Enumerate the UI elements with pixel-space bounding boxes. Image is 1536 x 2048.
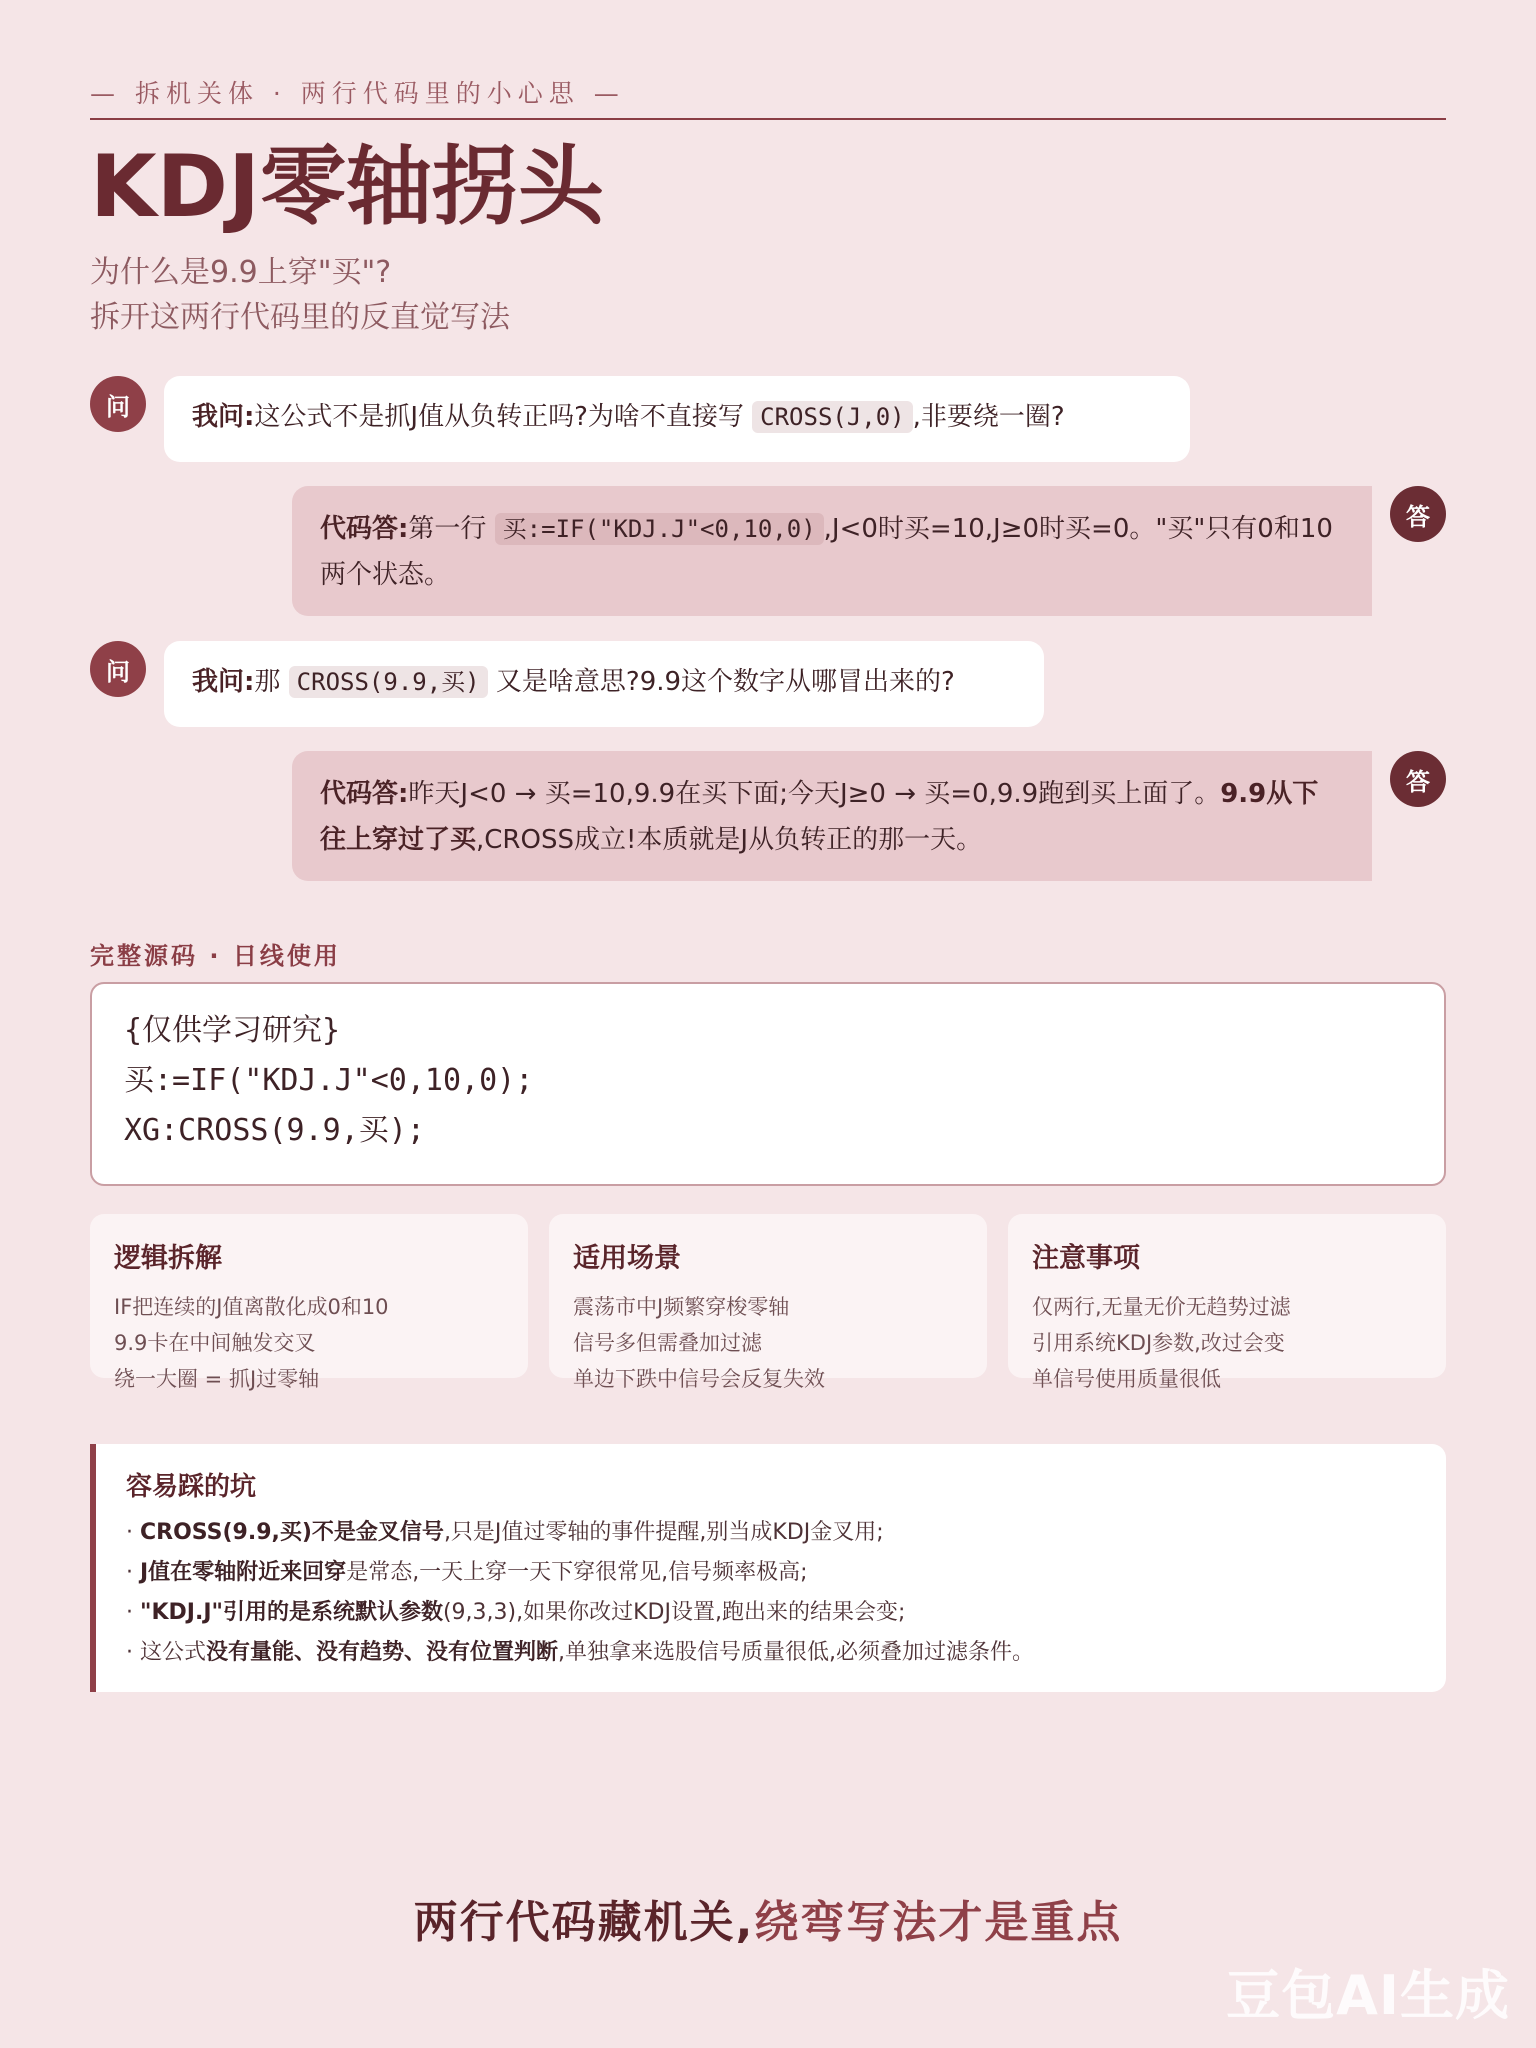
header-kicker: — 拆机关体 · 两行代码里的小心思 — [90, 79, 625, 108]
header-divider [90, 118, 1446, 120]
subtitle-line-2: 拆开这两行代码里的反直觉写法 [90, 300, 510, 335]
code-line: 买:=IF("KDJ.J"<0,10,0); [124, 1063, 534, 1098]
inline-code: 买:=IF("KDJ.J"<0,10,0) [495, 513, 824, 545]
bubble-text: ,CROSS成立!本质就是J从负转正的那一天。 [476, 825, 983, 855]
subtitle-line-1: 为什么是9.9上穿"买"? [90, 255, 392, 290]
card-notes [1008, 1214, 1446, 1391]
page-title: KDJ零轴拐头 [90, 137, 605, 237]
card-title: 适用场景 [573, 1243, 681, 1274]
card-line: 单边下跌中信号会反复失效 [573, 1367, 825, 1391]
card-scenario [549, 1214, 987, 1391]
question-avatar: 问 [90, 376, 146, 432]
bullet: · [126, 1560, 133, 1585]
question-bubble-2 [164, 641, 1044, 727]
watermark: 豆包AI生成 [1226, 1964, 1510, 2027]
bubble-text: 那 [254, 667, 289, 697]
pitfall-emphasis: 没有量能、没有趋势、没有位置判断 [206, 1640, 559, 1665]
answer-avatar: 答 [1390, 751, 1446, 807]
card-title: 逻辑拆解 [114, 1243, 222, 1274]
code-line: XG:CROSS(9.9,买); [124, 1113, 425, 1148]
pitfall-item [126, 1553, 1416, 1593]
card-title: 注意事项 [1032, 1243, 1140, 1274]
pitfall-text: ,单独拿来选股信号质量很低,必须叠加过滤条件。 [558, 1640, 1035, 1665]
pitfalls-box [90, 1444, 1446, 1692]
inline-code: CROSS(9.9,买) [289, 666, 488, 698]
card-line: 信号多但需叠加过滤 [573, 1331, 762, 1355]
speaker-label: 代码答: [320, 514, 409, 544]
inline-code: CROSS(J,0) [752, 401, 913, 433]
speaker-label: 代码答: [320, 779, 409, 809]
pitfall-emphasis: "KDJ.J"引用的是系统默认参数 [140, 1600, 443, 1625]
pitfall-text: ,只是J值过零轴的事件提醒,别当成KDJ金叉用; [443, 1520, 884, 1545]
bubble-text: 昨天J<0 → 买=10,9.9在买下面;今天J≥0 → 买=0,9.9跑到买上面了。 [408, 779, 1221, 809]
question-bubble-1 [164, 376, 1190, 462]
pitfall-text: 这公式 [140, 1640, 207, 1665]
bubble-text: 第一行 [408, 514, 495, 544]
bubble-text: ,J<0时买=10,J≥0时买=0。"买"只有0和10两个状态。 [320, 514, 1333, 590]
code-line: {仅供学习研究} [124, 1013, 341, 1048]
answer-avatar: 答 [1390, 486, 1446, 542]
pitfalls-list [126, 1513, 1416, 1673]
answer-bubble-2 [292, 751, 1372, 881]
card-line: 单信号使用质量很低 [1032, 1367, 1221, 1391]
pitfall-item [126, 1633, 1416, 1673]
footer-part-1: 两行代码藏机关, [413, 1897, 755, 1948]
bubble-text: ,非要绕一圈? [912, 402, 1065, 432]
bullet: · [126, 1640, 133, 1665]
source-code-block [90, 982, 1446, 1186]
speaker-label: 我问: [192, 667, 255, 697]
answer-bubble-1 [292, 486, 1372, 616]
footer-tagline [0, 1886, 1536, 1950]
footer-part-2: 绕弯写法才是重点 [754, 1897, 1123, 1948]
card-line: 绕一大圈 = 抓J过零轴 [114, 1367, 320, 1391]
card-logic [90, 1214, 528, 1391]
pitfall-text: (9,3,3),如果你改过KDJ设置,跑出来的结果会变; [442, 1600, 906, 1625]
pitfall-emphasis: CROSS(9.9,买)不是金叉信号 [140, 1520, 444, 1545]
bullet: · [126, 1520, 133, 1545]
pitfall-emphasis: J值在零轴附近来回穿 [140, 1560, 347, 1585]
question-avatar: 问 [90, 641, 146, 697]
card-line: IF把连续的J值离散化成0和10 [114, 1295, 389, 1319]
card-line: 震荡市中J频繁穿梭零轴 [573, 1295, 790, 1319]
bullet: · [126, 1600, 133, 1625]
bubble-emphasis: 9.9从下往上穿过了买 [320, 779, 1319, 855]
card-line: 仅两行,无量无价无趋势过滤 [1032, 1295, 1291, 1319]
pitfall-item [126, 1513, 1416, 1553]
bubble-text: 这公式不是抓J值从负转正吗?为啥不直接写 [254, 402, 753, 432]
page-subtitle [90, 250, 510, 340]
card-line: 引用系统KDJ参数,改过会变 [1032, 1331, 1285, 1355]
pitfall-text: 是常态,一天上穿一天下穿很常见,信号频率极高; [346, 1560, 808, 1585]
speaker-label: 我问: [192, 402, 255, 432]
card-line: 9.9卡在中间触发交叉 [114, 1331, 316, 1355]
pitfalls-title: 容易踩的坑 [126, 1472, 257, 1502]
bubble-text: 又是啥意思?9.9这个数字从哪冒出来的? [487, 667, 955, 697]
pitfall-item [126, 1593, 1416, 1633]
source-section-label: 完整源码 · 日线使用 [90, 942, 341, 970]
